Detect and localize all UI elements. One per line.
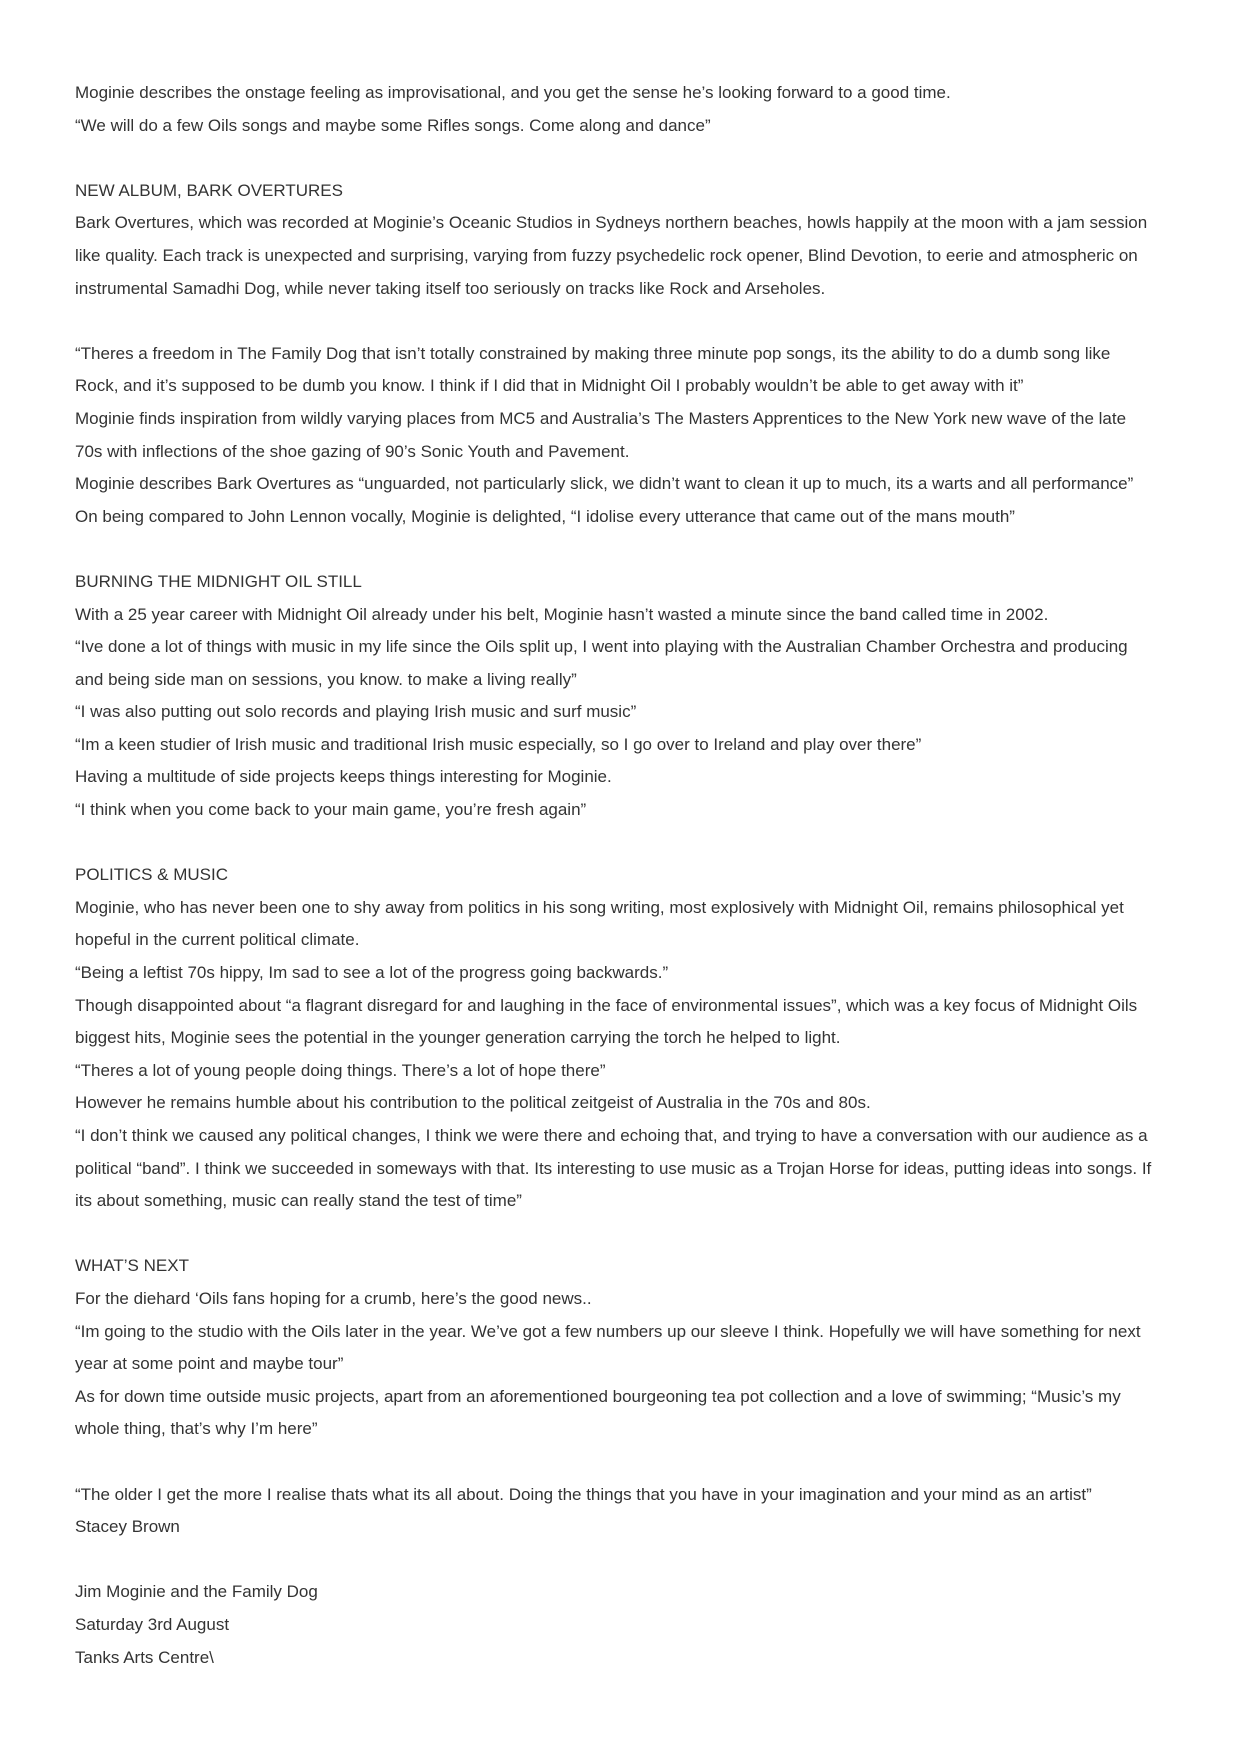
paragraph-line: year at some point and maybe tour” — [75, 1354, 344, 1374]
intro-line: “We will do a few Oils songs and maybe some Rifles songs. Come along and dance” — [75, 115, 711, 135]
paragraph-line: “Being a leftist 70s hippy, Im sad to see a lot of the progress going backwards.” — [75, 963, 669, 983]
blank-line — [75, 827, 1175, 860]
article-body — [75, 77, 1175, 1544]
paragraph-line: Stacey Brown — [75, 1517, 180, 1537]
event-name: Jim Moginie and the Family Dog — [75, 1582, 318, 1602]
section-heading: BURNING THE MIDNIGHT OIL STILL — [75, 571, 362, 591]
paragraph-line: “I was also putting out solo records and playing Irish music and surf music” — [75, 702, 637, 722]
paragraph-line: instrumental Samadhi Dog, while never taking itself too seriously on tracks like Rock and Arseholes. — [75, 278, 826, 298]
blank-line — [75, 1544, 1175, 1577]
paragraph-line: As for down time outside music projects, apart from an aforementioned bourgeoning tea pot collection and a love of swimming; “Music’s my — [75, 1386, 1121, 1406]
paragraph-line: Though disappointed about “a flagrant disregard for and laughing in the face of environmental issues”, which was a key focus of Midnight Oils — [75, 995, 1138, 1015]
paragraph-line: whole thing, that’s why I’m here” — [75, 1419, 318, 1439]
paragraph-line: “Theres a lot of young people doing things. There’s a lot of hope there” — [75, 1060, 606, 1080]
paragraph-line: For the diehard ‘Oils fans hoping for a crumb, here’s the good news.. — [75, 1288, 592, 1308]
section-heading: POLITICS & MUSIC — [75, 865, 229, 885]
paragraph-line: and being side man on sessions, you know. to make a living really” — [75, 669, 577, 689]
event-venue: Tanks Arts Centre\ — [75, 1647, 214, 1667]
paragraph-line: “I don’t think we caused any political changes, I think we were there and echoing that, and trying to have a conversation with our audience as a — [75, 1126, 1148, 1145]
paragraph-line: Moginie, who has never been one to shy away from politics in his song writing, most explosively with Midnight Oil, remains philosophical yet — [75, 897, 1124, 917]
blank-line — [75, 1446, 1175, 1479]
article-page — [75, 77, 1175, 1674]
paragraph-line: Moginie finds inspiration from wildly varying places from MC5 and Australia’s The Masters Apprentices to the New York new wave of the late — [75, 408, 1127, 428]
paragraph-line: political “band”. I think we succeeded in someways with that. Its interesting to use music as a Trojan Horse for ideas, putting ideas into songs. If — [75, 1158, 1152, 1178]
paragraph-line: 70s with inflections of the shoe gazing of 90’s Sonic Youth and Pavement. — [75, 441, 630, 461]
paragraph-line: hopeful in the current political climate. — [75, 930, 360, 950]
paragraph-line: Rock, and it’s supposed to be dumb you know. I think if I did that in Midnight Oil I probably wouldn’t be able to get away with it” — [75, 376, 1024, 396]
paragraph-line: biggest hits, Moginie sees the potential in the younger generation carrying the torch he helped to light. — [75, 1028, 841, 1048]
event-date: Saturday 3rd August — [75, 1614, 230, 1634]
blank-line — [75, 142, 1175, 175]
section-heading: NEW ALBUM, BARK OVERTURES — [75, 180, 343, 200]
paragraph-line: “I think when you come back to your main game, you’re fresh again” — [75, 800, 587, 820]
blank-line — [75, 533, 1175, 566]
paragraph-line: Moginie describes Bark Overtures as “unguarded, not particularly slick, we didn’t want to clean it up to much, its a warts and all performance” — [75, 474, 1134, 494]
paragraph-line: like quality. Each track is unexpected and surprising, varying from fuzzy psychedelic rock opener, Blind Devotion, to eerie and atmospheric on — [75, 245, 1138, 265]
section-heading: WHAT’S NEXT — [75, 1256, 189, 1276]
paragraph-line: “Theres a freedom in The Family Dog that isn’t totally constrained by making three minute pop songs, its the ability to do a dumb song like — [75, 343, 1111, 363]
paragraph-line: its about something, music can really stand the test of time” — [75, 1191, 522, 1211]
event-details — [75, 1576, 1175, 1674]
paragraph-line: On being compared to John Lennon vocally, Moginie is delighted, “I idolise every utterance that came out of the mans mouth” — [75, 506, 1015, 526]
paragraph-line: “The older I get the more I realise thats what its all about. Doing the things that you have in your imagination and your mind as an artist” — [75, 1484, 1092, 1504]
paragraph-line: “Ive done a lot of things with music in my life since the Oils split up, I went into playing with the Australian Chamber Orchestra and producing — [75, 637, 1128, 657]
blank-line — [75, 1218, 1175, 1251]
paragraph-line: Having a multitude of side projects keeps things interesting for Moginie. — [75, 767, 612, 787]
paragraph-line: Bark Overtures, which was recorded at Moginie’s Oceanic Studios in Sydneys northern beaches, howls happily at the moon with a jam session — [75, 213, 1148, 233]
paragraph-line: “Im a keen studier of Irish music and traditional Irish music especially, so I go over to Ireland and play over there” — [75, 734, 922, 754]
paragraph-line: With a 25 year career with Midnight Oil already under his belt, Moginie hasn’t wasted a minute since the band called time in 2002. — [75, 604, 1049, 624]
intro-line: Moginie describes the onstage feeling as improvisational, and you get the sense he’s looking forward to a good time. — [75, 83, 951, 102]
blank-line — [75, 305, 1175, 338]
paragraph-line: “Im going to the studio with the Oils later in the year. We’ve got a few numbers up our sleeve I think. Hopefully we will have something for next — [75, 1321, 1141, 1341]
paragraph-line: However he remains humble about his contribution to the political zeitgeist of Australia in the 70s and 80s. — [75, 1093, 871, 1113]
